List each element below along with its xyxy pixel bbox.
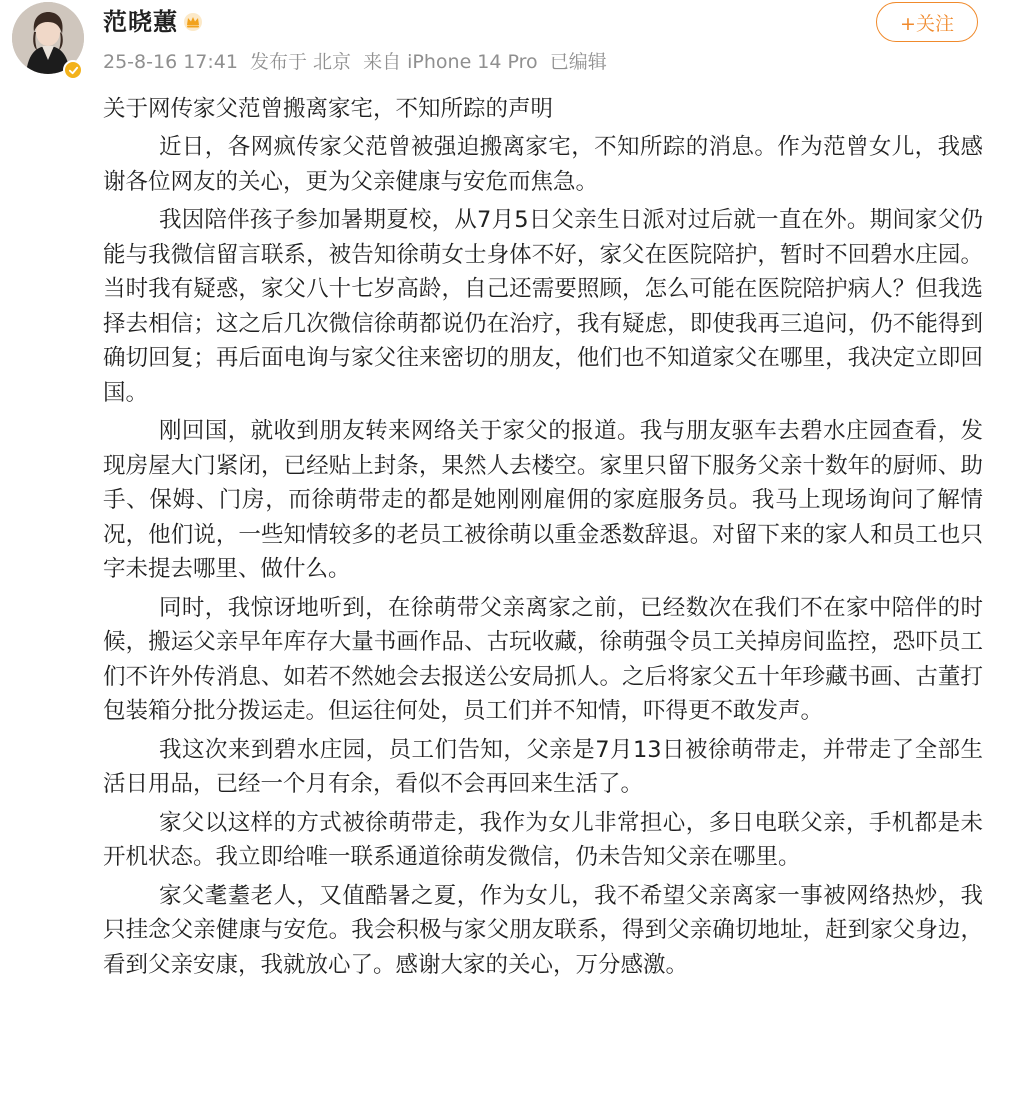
post-header (0, 0, 1029, 92)
post-date[interactable]: 25-8-16 17:41 (103, 51, 238, 73)
post-source: 来自 iPhone 14 Pro (363, 51, 538, 73)
verified-icon (63, 60, 83, 80)
post-paragraph: 我因陪伴孩子参加暑期夏校，从7月5日父亲生日派对过后就一直在外。期间家父仍能与我微信留言联系，被告知徐萌女士身体不好，家父在医院陪护，暂时不回碧水庄园。当时我有疑惑，家父八十七岁高龄，自己还需要照顾，怎么可能在医院陪护病人？但我选择去相信；这之后几次微信徐萌都说仍在治疗，我有疑虑，即使我再三追问，仍不能得到确切回复；再后面电询与家父往来密切的朋友，他们也不知道家父在哪里，我决定立即回国。 (103, 207, 983, 406)
edited-label[interactable]: 已编辑 (549, 51, 607, 73)
post-paragraph: 我这次来到碧水庄园，员工们告知，父亲是7月13日被徐萌带走，并带走了全部生活日用品，已经一个月有余，看似不会再回来生活了。 (103, 736, 983, 797)
follow-button[interactable]: +关注 (876, 2, 978, 42)
post-paragraph: 家父以这样的方式被徐萌带走，我作为女儿非常担心，多日电联父亲，手机都是未开机状态。我立即给唯一联系通道徐萌发微信，仍未告知父亲在哪里。 (103, 809, 983, 870)
post-paragraph: 家父耄耋老人，又值酷暑之夏，作为女儿，我不希望父亲离家一事被网络热炒，我只挂念父亲健康与安危。我会积极与家父朋友联系，得到父亲确切地址，赶到家父身边，看到父亲安康，我就放心了。感谢大家的关心，万分感激。 (103, 882, 983, 978)
author-name[interactable]: 范晓蕙 (103, 8, 178, 36)
post-meta (103, 48, 613, 76)
crown-icon (182, 12, 204, 32)
post-paragraph: 近日，各网疯传家父范曾被强迫搬离家宅，不知所踪的消息。作为范曾女儿，我感谢各位网友的关心，更为父亲健康与安危而焦急。 (103, 134, 983, 195)
post-paragraph: 同时，我惊讶地听到，在徐萌带父亲离家之前，已经数次在我们不在家中陪伴的时候，搬运父亲早年库存大量书画作品、古玩收藏，徐萌强令员工关掉房间监控，恐吓员工们不许外传消息、如若不然她会去报送公安局抓人。之后将家父五十年珍藏书画、古董打包装箱分批分拨运走。但运往何处，员工们并不知情，吓得更不敢发声。 (103, 594, 983, 724)
post-paragraph: 刚回国，就收到朋友转来网络关于家父的报道。我与朋友驱车去碧水庄园查看，发现房屋大门紧闭，已经贴上封条，果然人去楼空。家里只留下服务父亲十数年的厨师、助手、保姆、门房，而徐萌带走的都是她刚刚雇佣的家庭服务员。我马上现场询问了解情况，他们说，一些知情较多的老员工被徐萌以重金悉数辞退。对留下来的家人和员工也只字未提去哪里、做什么。 (103, 418, 983, 582)
post-body (103, 92, 983, 986)
post-location: 发布于 北京 (250, 51, 352, 73)
post-title: 关于网传家父范曾搬离家宅，不知所踪的声明 (103, 96, 554, 122)
